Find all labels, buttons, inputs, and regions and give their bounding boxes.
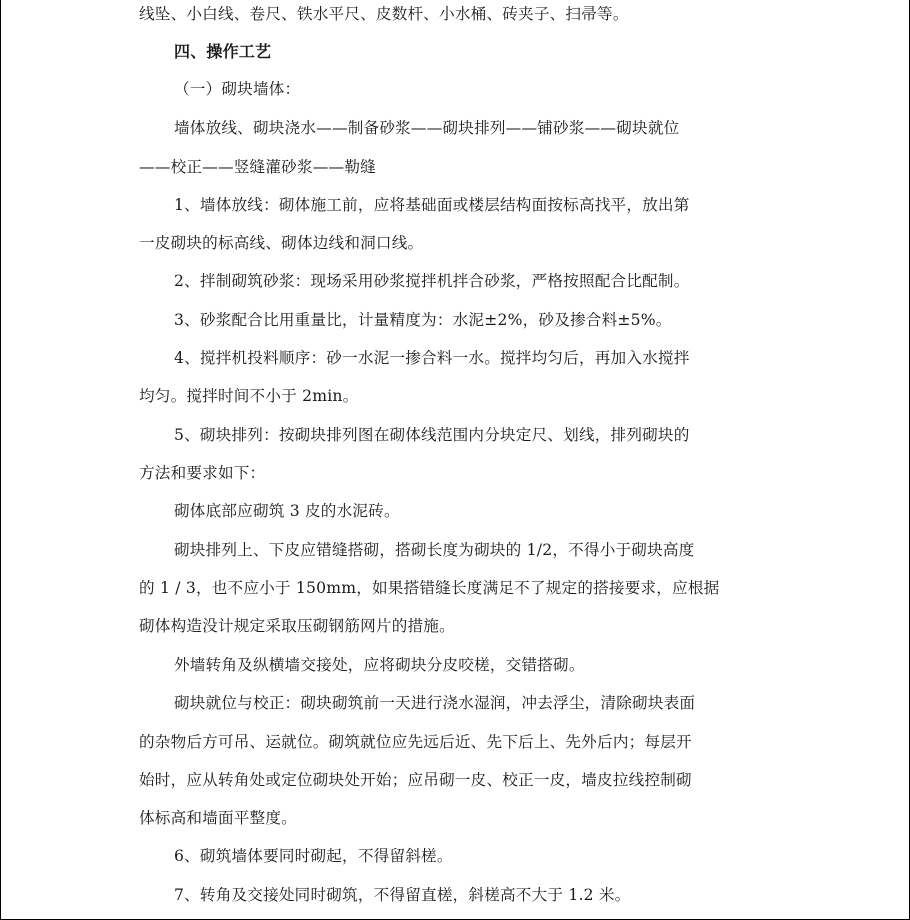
section-heading: 四、操作工艺 bbox=[174, 42, 272, 61]
text-line: ——校正——竖缝灌砂浆——勒缝 bbox=[139, 158, 376, 176]
text-line: 线坠、小白线、卷尺、铁水平尺、皮数杆、小水桶、砖夹子、扫帚等。 bbox=[139, 5, 629, 23]
text-line: 3、砂浆配合比用重量比，计量精度为：水泥±2%，砂及掺合料±5%。 bbox=[174, 311, 672, 329]
text-line: 始时，应从转角处或定位砌块处开始；应吊砌一皮、校正一皮，墙皮拉线控制砌 bbox=[139, 771, 692, 789]
text-line: 5、砌块排列：按砌块排列图在砌体线范围内分块定尺、划线，排列砌块的 bbox=[174, 426, 690, 444]
text-line: 砌体底部应砌筑 3 皮的水泥砖。 bbox=[174, 502, 400, 520]
text-line: 6、砌筑墙体要同时砌起，不得留斜槎。 bbox=[174, 847, 453, 865]
text-line: 7、转角及交接处同时砌筑，不得留直槎，斜槎高不大于 1.2 米。 bbox=[174, 886, 631, 904]
text-line: 1、墙体放线：砌体施工前，应将基础面或楼层结构面按标高找平，放出第 bbox=[174, 196, 690, 214]
text-line: 4、搅拌机投料顺序：砂一水泥一掺合料一水。搅拌均匀后，再加入水搅拌 bbox=[174, 349, 690, 367]
text-line: 体标高和墙面平整度。 bbox=[139, 809, 297, 827]
text-line: 外墙转角及纵横墙交接处，应将砌块分皮咬槎，交错搭砌。 bbox=[174, 656, 585, 674]
text-line: 墙体放线、砌块浇水——制备砂浆——砌块排列——铺砂浆——砌块就位 bbox=[174, 119, 680, 137]
text-line: 砌块排列上、下皮应错缝搭砌，搭砌长度为砌块的 1/2，不得小于砌块高度 bbox=[174, 541, 695, 559]
text-line: 砌体构造没计规定采取压砌钢筋网片的措施。 bbox=[139, 617, 455, 635]
text-line: 一皮砌块的标高线、砌体边线和洞口线。 bbox=[139, 234, 424, 252]
text-line: 均匀。搅拌时间不小于 2min。 bbox=[139, 387, 359, 405]
text-line: 方法和要求如下： bbox=[139, 464, 266, 482]
text-line: 的 1 / 3，也不应小于 150mm，如果搭错缝长度满足不了规定的搭接要求，应根据 bbox=[139, 579, 720, 597]
subsection-heading: （一）砌块墙体： bbox=[174, 80, 301, 98]
text-line: 砌块就位与校正：砌块砌筑前一天进行浇水湿润，冲去浮尘，清除砌块表面 bbox=[174, 694, 696, 712]
text-line: 2、拌制砌筑砂浆：现场采用砂浆搅拌机拌合砂浆，严格按照配合比配制。 bbox=[174, 272, 690, 290]
text-line: 的杂物后方可吊、运就位。砌筑就位应先远后近、先下后上、先外后内；每层开 bbox=[139, 733, 692, 751]
